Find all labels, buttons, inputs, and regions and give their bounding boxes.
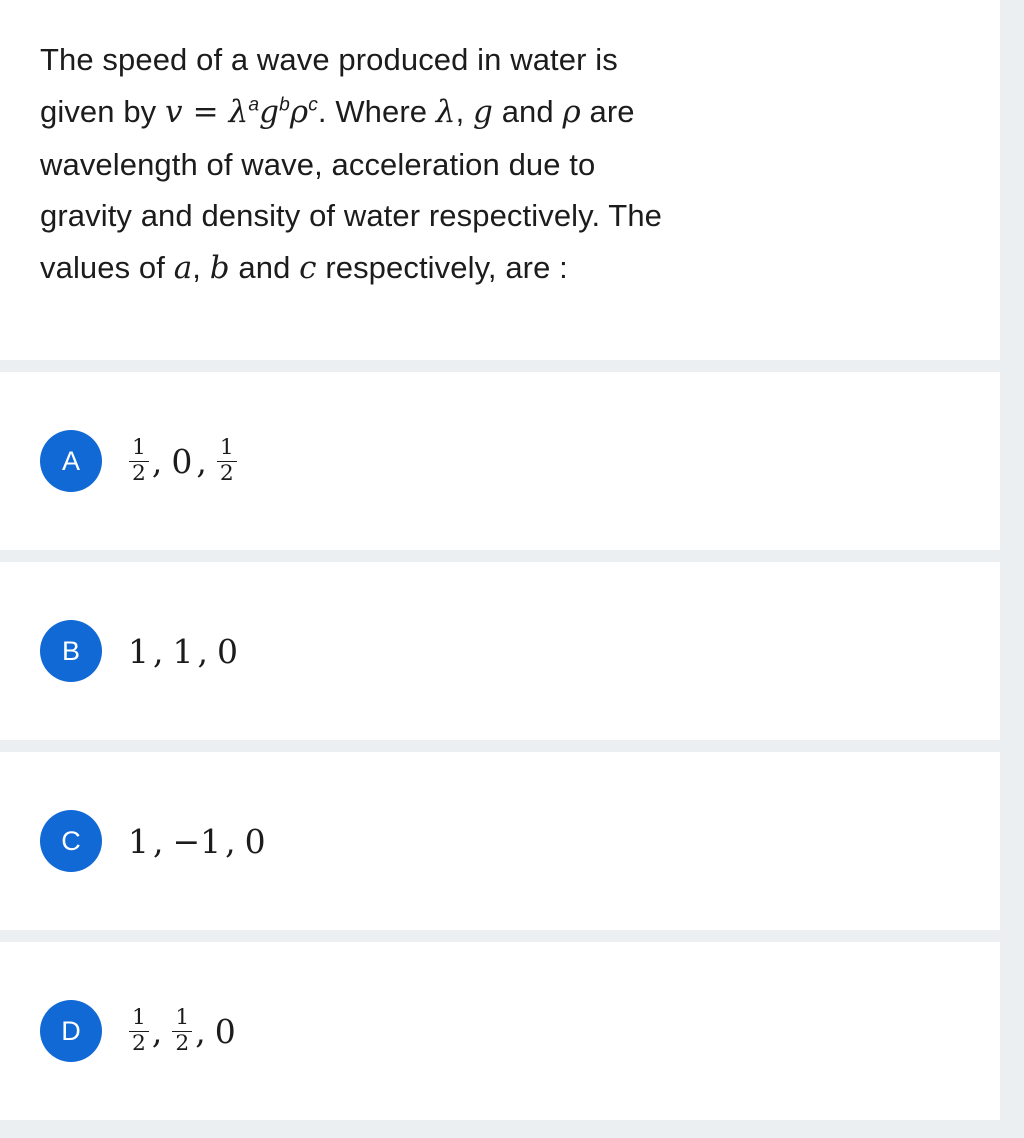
question-line-4-text: gravity and density of water respectively. The [40, 198, 663, 234]
symbol-b: b [209, 250, 230, 287]
option-d-badge: D [40, 1000, 102, 1062]
option-a[interactable] [0, 372, 1000, 550]
question-line-5-prefix: values of [40, 250, 174, 286]
value-3: 0 [217, 631, 238, 671]
option-a-content [128, 436, 238, 486]
equals-sign: = [182, 93, 229, 130]
question-line-1-text: The speed of a wave produced in water is [40, 42, 618, 77]
question-line-5 [40, 242, 960, 295]
separator: , [151, 441, 163, 481]
symbol-g-2: g [473, 93, 493, 130]
symbol-rho-2: ρ [562, 93, 581, 130]
value-zero: 0 [171, 441, 193, 481]
page-right-margin [1000, 0, 1024, 1138]
comma-2: , [192, 250, 210, 286]
question-text [40, 34, 960, 295]
symbol-lambda-2: λ [435, 93, 456, 130]
symbol-g: g [259, 93, 280, 130]
exponent-a: a [248, 94, 260, 116]
value-1: 1 [128, 631, 149, 671]
fraction-half-2: $\frac{1}{2}$ [172, 1006, 192, 1056]
question-line-2-mid: . Where [317, 93, 436, 129]
option-c-badge: C [40, 810, 102, 872]
value-1: 1 [128, 821, 149, 861]
and-1: and [492, 93, 563, 129]
symbol-a: a [173, 250, 193, 287]
symbol-lambda: λ [228, 93, 249, 130]
symbol-v: v [164, 93, 183, 130]
fraction-half-1: $\frac{1}{2}$ [129, 436, 149, 486]
value-2: 1 [172, 631, 194, 671]
separator: , [151, 1011, 163, 1051]
option-b-badge: B [40, 620, 102, 682]
question-line-2-prefix: given by [40, 93, 165, 129]
option-b-content [128, 632, 240, 671]
separator: , [153, 821, 164, 861]
and-2: and [229, 250, 300, 286]
question-card [0, 0, 1000, 360]
symbol-c: c [299, 250, 317, 287]
option-c-content [128, 822, 268, 861]
question-line-4 [40, 190, 960, 242]
separator: , [225, 821, 236, 861]
fraction-half-1: $\frac{1}{2}$ [129, 1006, 149, 1056]
question-line-3-text: wavelength of wave, acceleration due to [40, 146, 596, 182]
question-line-2-suffix: are [580, 93, 635, 129]
separator: , [153, 631, 164, 671]
separator: , [197, 631, 208, 671]
fraction-half-2: $\frac{1}{2}$ [217, 436, 237, 486]
option-a-badge: A [40, 430, 102, 492]
value-zero: 0 [214, 1011, 236, 1051]
option-d[interactable] [0, 942, 1000, 1120]
option-d-content [128, 1006, 238, 1056]
exponent-c: c [308, 94, 318, 116]
question-line-5-suffix: respectively, are : [316, 250, 568, 286]
question-line-1 [40, 34, 960, 86]
symbol-rho: ρ [289, 93, 309, 130]
exponent-b: b [279, 94, 290, 116]
value-3: 0 [244, 821, 266, 861]
option-b[interactable] [0, 562, 1000, 740]
question-line-3 [40, 139, 960, 191]
separator: , [196, 441, 207, 481]
value-2: −1 [172, 821, 222, 861]
option-c[interactable] [0, 752, 1000, 930]
question-line-2 [40, 86, 960, 139]
comma-1: , [455, 93, 474, 129]
separator: , [195, 1011, 206, 1051]
